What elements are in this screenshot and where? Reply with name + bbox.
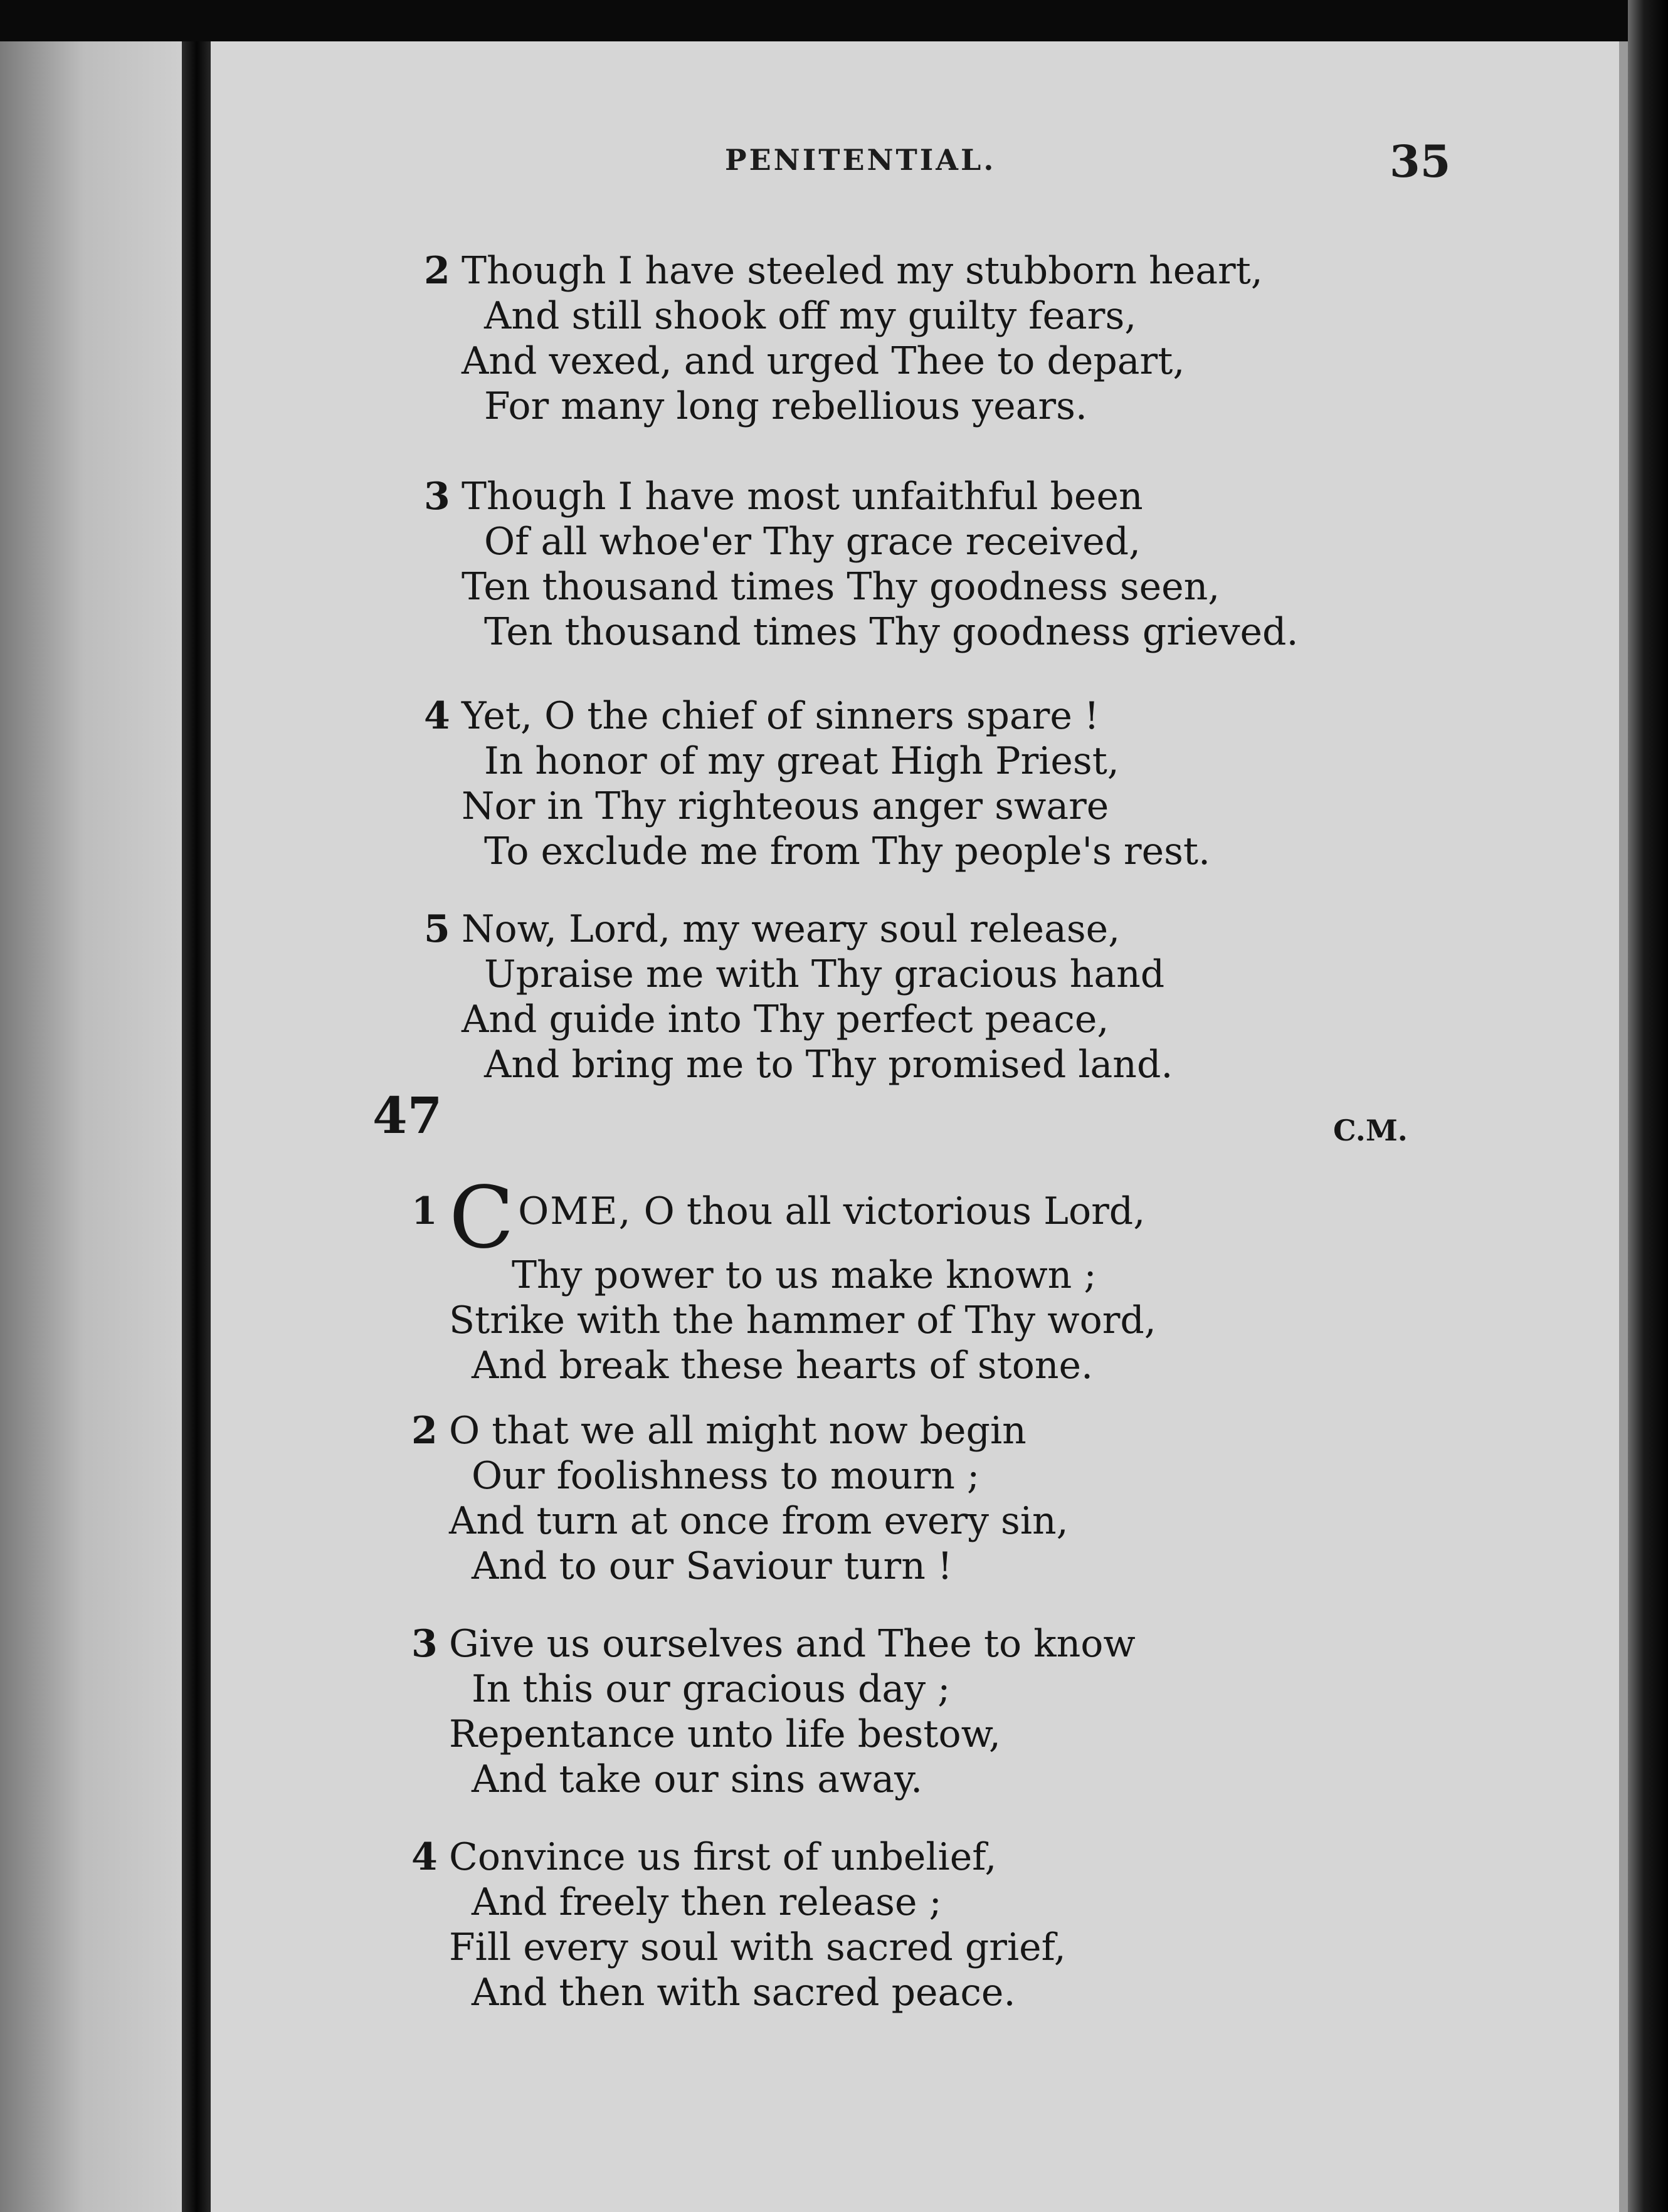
page-title: PENITENTIAL. [725, 143, 996, 177]
first-word: OME, [518, 1189, 632, 1233]
stanza-line: Thy power to us make known ; [512, 1253, 1097, 1297]
stanza-4 [411, 1835, 1066, 2015]
stanza-line: Ten thousand times Thy goodness seen, [462, 565, 1220, 609]
stanza-text: Though I have most unfaithful been [462, 475, 1143, 519]
stanza-text: Convince us first of unbelief, [449, 1835, 997, 1879]
stanza-line: To exclude me from Thy people's rest. [484, 830, 1211, 873]
stanza-line: For many long rebellious years. [484, 384, 1087, 428]
stanza-2 [411, 1408, 1069, 1589]
stanza-text: Give us ourselves and Thee to know [449, 1622, 1136, 1666]
stanza-text: O thou all victorious Lord, [643, 1189, 1146, 1233]
page-number: 35 [1390, 135, 1451, 187]
stanza-line: And turn at once from every sin, [449, 1499, 1069, 1543]
stanza-1 [411, 1169, 1156, 1388]
stanza-number: 4 [424, 694, 450, 738]
stanza-number: 2 [411, 1409, 438, 1453]
stanza-number: 4 [411, 1835, 438, 1879]
stanza-line: And take our sins away. [472, 1757, 923, 1801]
stanza-line [411, 1408, 1069, 1453]
stanza-line: In honor of my great High Priest, [484, 739, 1119, 783]
stanza-line: And still shook off my guilty fears, [484, 294, 1137, 338]
stanza-line: And bring me to Thy promised land. [484, 1043, 1173, 1087]
stanza-line: In this our gracious day ; [472, 1667, 951, 1711]
stanza-line: And break these hearts of stone. [472, 1344, 1094, 1388]
stanza-line: Upraise me with Thy gracious hand [484, 952, 1165, 996]
stanza-line: And freely then release ; [472, 1880, 942, 1924]
stanza-line [424, 907, 1173, 952]
stanza-line [424, 474, 1299, 519]
stanza-line: Fill every soul with sacred grief, [449, 1925, 1066, 1969]
stanza-number: 5 [424, 907, 450, 951]
stanza-number: 2 [424, 249, 450, 293]
stanza-text: Though I have steeled my stubborn heart, [462, 249, 1263, 293]
hymn-number: 47 [372, 1086, 443, 1145]
stanza-line [411, 1835, 1066, 1880]
stanza-text: Yet, O the chief of sinners spare ! [462, 694, 1100, 738]
stanza-prev-4 [424, 693, 1210, 874]
page-edge-right [1628, 0, 1668, 2212]
facing-page-edge [0, 41, 186, 2212]
stanza-text: Now, Lord, my weary soul release, [462, 907, 1121, 951]
stanza-line: Strike with the hammer of Thy word, [449, 1298, 1156, 1342]
stanza-line: And then with sacred peace. [472, 1971, 1016, 2014]
stanza-line: Nor in Thy righteous anger sware [462, 784, 1109, 828]
stanza-line [424, 693, 1210, 739]
stanza-line [424, 248, 1263, 293]
hymn-meter: C.M. [1333, 1114, 1408, 1147]
stanza-line: And to our Saviour turn ! [472, 1544, 953, 1588]
stanza-line: Of all whoe'er Thy grace received, [484, 520, 1141, 564]
stanza-number: 3 [424, 475, 450, 519]
stanza-3 [411, 1621, 1136, 1802]
stanza-prev-5 [424, 907, 1173, 1087]
stanza-line: And vexed, and urged Thee to depart, [462, 339, 1185, 383]
stanza-line: Repentance unto life bestow, [449, 1712, 1001, 1756]
stanza-line: Ten thousand times Thy goodness grieved. [484, 610, 1299, 654]
stanza-line [411, 1169, 1156, 1268]
stanza-line: Our foolishness to mourn ; [472, 1454, 980, 1498]
stanza-prev-2 [424, 248, 1263, 429]
stanza-line [411, 1621, 1136, 1667]
stanza-text: O that we all might now begin [449, 1409, 1027, 1453]
book-gutter [182, 41, 212, 2212]
drop-cap: C [449, 1169, 515, 1268]
stanza-number: 3 [411, 1622, 438, 1666]
hymnal-page [211, 41, 1628, 2212]
stanza-prev-3 [424, 474, 1299, 655]
stanza-number: 1 [411, 1189, 438, 1233]
stanza-line: And guide into Thy perfect peace, [462, 998, 1109, 1041]
